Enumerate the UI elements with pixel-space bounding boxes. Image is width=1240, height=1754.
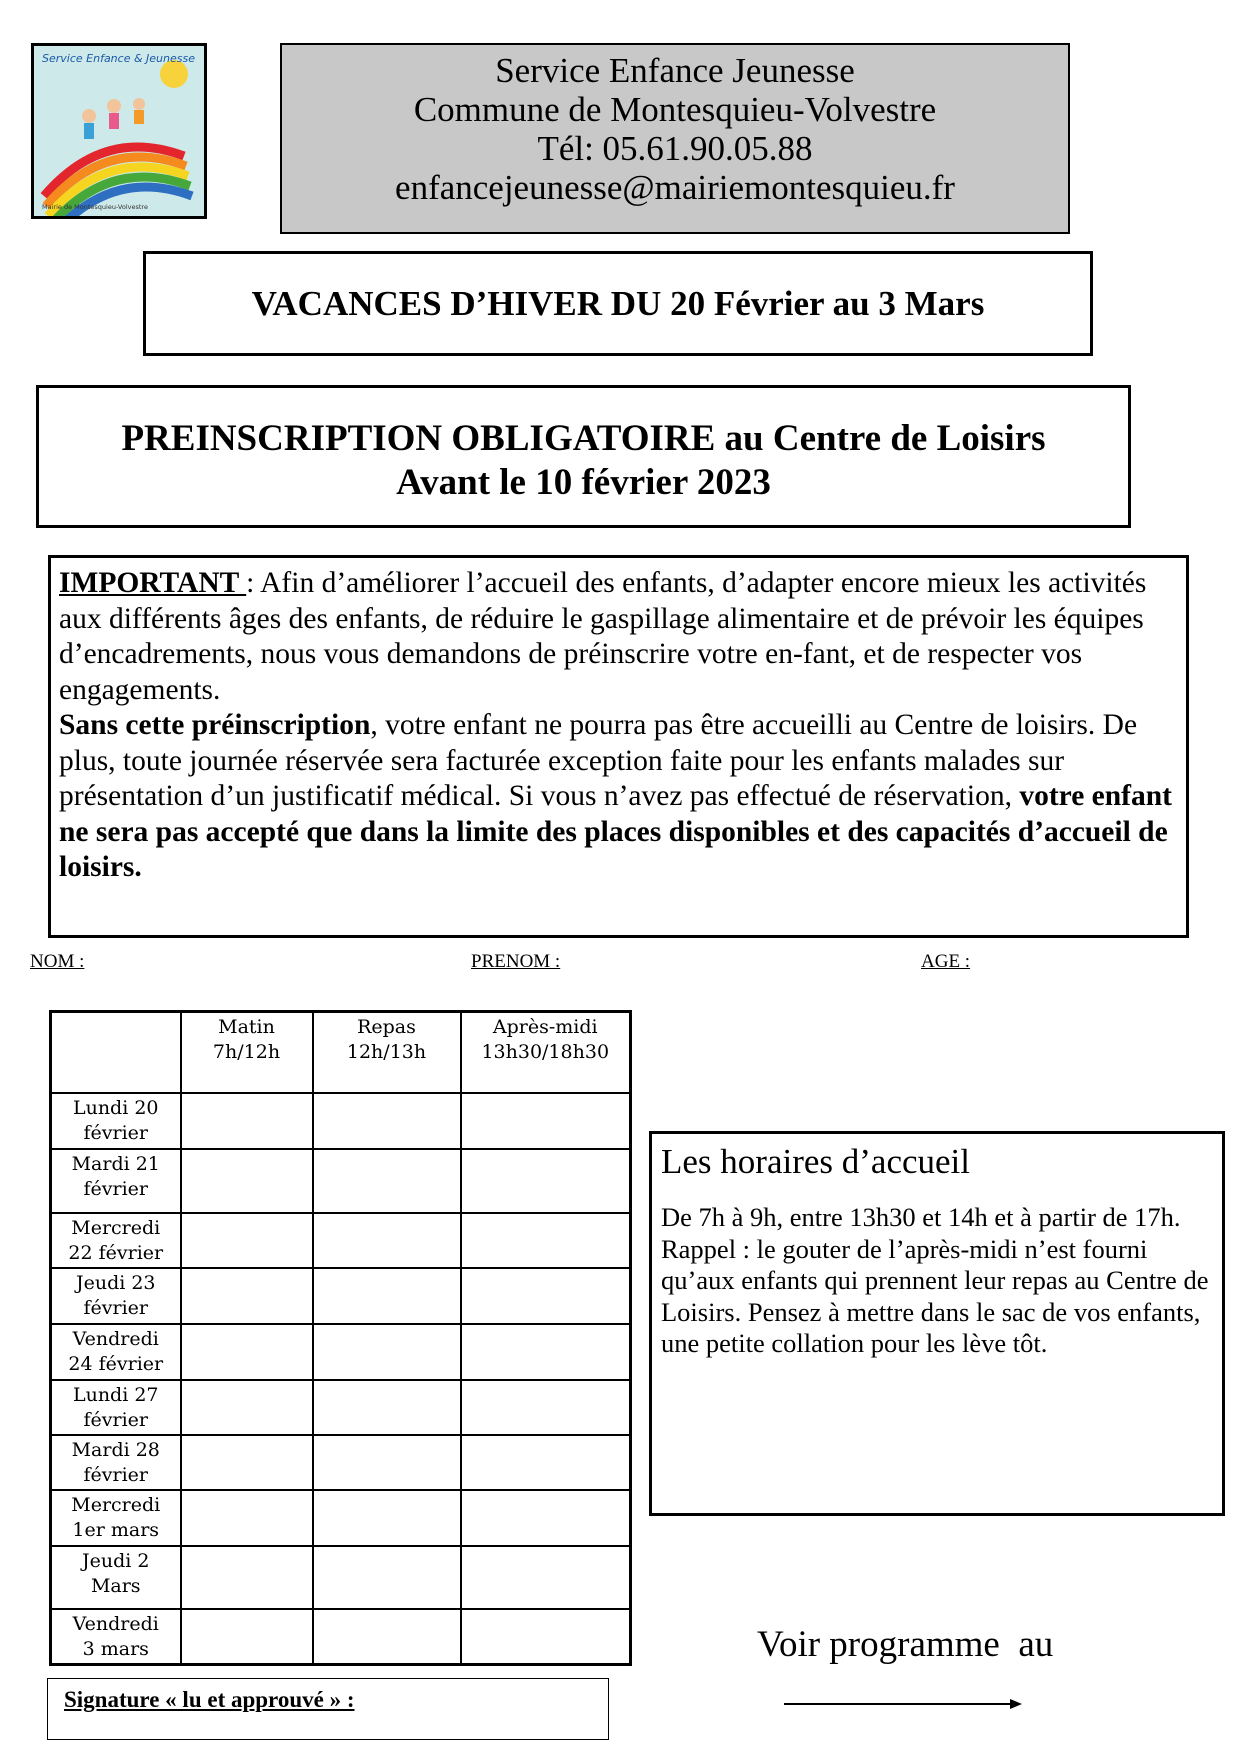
table-row xyxy=(51,1149,631,1213)
opening-hours-reminder: Rappel : le gouter de l’après-midi n’est fourni qu’aux enfants qui prennent leur repas au Centre de Loisirs. Pensez à mettre dans le sac de vos enfants, une petite collation pour les lève tôt. xyxy=(661,1233,1209,1358)
email-address: enfancejeunesse@mairiemontesquieu.fr xyxy=(395,168,955,207)
opening-hours-title: Les horaires d’accueil xyxy=(661,1142,971,1181)
repas-checkbox-cell[interactable] xyxy=(313,1324,461,1380)
child-icon xyxy=(82,109,96,123)
header-empty-cell xyxy=(51,1012,181,1094)
table-row xyxy=(51,1268,631,1324)
apres-midi-checkbox-cell[interactable] xyxy=(461,1093,631,1149)
phone-number: Tél: 05.61.90.05.88 xyxy=(537,129,813,168)
important-text-1: Afin d’améliorer l’accueil des enfants, d’adapter encore mieux les activités aux différents âges des enfants, de réduire le gaspillage alimentaire et de prévoir les équipes d’encadrements, nous vous demandons de préinscrire votre en-fant, et de respecter vos engagements. xyxy=(59,567,1147,706)
day-cell: Vendredi 3 mars xyxy=(51,1609,181,1664)
repas-checkbox-cell[interactable] xyxy=(313,1268,461,1324)
matin-checkbox-cell[interactable] xyxy=(181,1324,313,1380)
child-icon xyxy=(133,98,145,110)
day-cell: Mercredi 1er mars xyxy=(51,1490,181,1546)
contact-header xyxy=(280,43,1070,234)
matin-checkbox-cell[interactable] xyxy=(181,1093,313,1149)
vacation-title: VACANCES D’HIVER DU 20 Février au 3 Mars xyxy=(251,283,985,323)
table-row xyxy=(51,1093,631,1149)
service-name: Service Enfance Jeunesse xyxy=(495,51,855,90)
signature-label: Signature « lu et approuvé » : xyxy=(64,1687,355,1712)
important-label: IMPORTANT xyxy=(59,567,247,599)
day-cell: Lundi 20 février xyxy=(51,1093,181,1149)
day-cell: Mercredi 22 février xyxy=(51,1213,181,1268)
important-notice xyxy=(48,555,1189,938)
table-row xyxy=(51,1213,631,1268)
table-row xyxy=(51,1490,631,1546)
repas-checkbox-cell[interactable] xyxy=(313,1435,461,1490)
day-cell: Jeudi 2 Mars xyxy=(51,1546,181,1609)
repas-checkbox-cell[interactable] xyxy=(313,1546,461,1609)
logo-caption: Mairie de Montesquieu-Volvestre xyxy=(42,203,148,211)
apres-midi-checkbox-cell[interactable] xyxy=(461,1609,631,1664)
table-row xyxy=(51,1324,631,1380)
arrow-right-icon xyxy=(784,1697,1024,1711)
column-header-repas: Repas 12h/13h xyxy=(313,1012,461,1094)
preinscription-banner xyxy=(36,385,1131,528)
apres-midi-checkbox-cell[interactable] xyxy=(461,1490,631,1546)
column-header-apres-midi: Après-midi 13h30/18h30 xyxy=(461,1012,631,1094)
logo-title: Service Enfance & Jeunesse xyxy=(42,52,195,65)
repas-checkbox-cell[interactable] xyxy=(313,1213,461,1268)
repas-checkbox-cell[interactable] xyxy=(313,1149,461,1213)
important-paragraph-2 xyxy=(59,708,1178,886)
day-cell: Mardi 28 février xyxy=(51,1435,181,1490)
schedule-table xyxy=(49,1010,632,1666)
matin-checkbox-cell[interactable] xyxy=(181,1609,313,1664)
matin-checkbox-cell[interactable] xyxy=(181,1490,313,1546)
apres-midi-checkbox-cell[interactable] xyxy=(461,1380,631,1435)
child-icon xyxy=(107,99,121,113)
opening-hours-box xyxy=(649,1131,1225,1516)
table-row xyxy=(51,1380,631,1435)
prenom-label: PRENOM : xyxy=(471,951,561,972)
important-bold-2: votre enfant ne sera pas accepté que dans la limite des places disponibles et des capacités d’accueil de loisirs. xyxy=(59,780,1172,883)
important-bold-1: Sans cette préinscription xyxy=(59,709,371,741)
important-text-2: , votre enfant ne pourra pas être accueilli au Centre de loisirs. De plus, toute journée réservée sera facturée exception faite pour les enfants malades sur présentation d’un justificatif médical. Si vous n’avez pas effectué de réservation, xyxy=(59,709,1138,812)
programme-link-text: Voir programme au xyxy=(757,1624,1054,1665)
table-row xyxy=(51,1609,631,1664)
important-paragraph-1 xyxy=(59,566,1178,708)
preinscription-deadline: Avant le 10 février 2023 xyxy=(396,462,771,503)
important-separator: : xyxy=(246,567,261,599)
repas-checkbox-cell[interactable] xyxy=(313,1380,461,1435)
day-cell: Lundi 27 février xyxy=(51,1380,181,1435)
matin-checkbox-cell[interactable] xyxy=(181,1213,313,1268)
rainbow-logo-illustration xyxy=(34,46,204,216)
apres-midi-checkbox-cell[interactable] xyxy=(461,1324,631,1380)
nom-label: NOM : xyxy=(30,951,85,972)
column-header-matin: Matin 7h/12h xyxy=(181,1012,313,1094)
signature-box[interactable] xyxy=(47,1678,609,1740)
table-header-row xyxy=(51,1012,631,1094)
commune-name: Commune de Montesquieu-Volvestre xyxy=(413,90,937,129)
matin-checkbox-cell[interactable] xyxy=(181,1546,313,1609)
apres-midi-checkbox-cell[interactable] xyxy=(461,1149,631,1213)
logo xyxy=(31,43,207,219)
apres-midi-checkbox-cell[interactable] xyxy=(461,1435,631,1490)
day-cell: Vendredi 24 février xyxy=(51,1324,181,1380)
apres-midi-checkbox-cell[interactable] xyxy=(461,1213,631,1268)
table-row xyxy=(51,1435,631,1490)
preinscription-title: PREINSCRIPTION OBLIGATOIRE au Centre de Loisirs xyxy=(121,418,1046,459)
table-row xyxy=(51,1546,631,1609)
age-label: AGE : xyxy=(921,951,971,972)
repas-checkbox-cell[interactable] xyxy=(313,1490,461,1546)
matin-checkbox-cell[interactable] xyxy=(181,1268,313,1324)
matin-checkbox-cell[interactable] xyxy=(181,1149,313,1213)
day-cell: Mardi 21 février xyxy=(51,1149,181,1213)
matin-checkbox-cell[interactable] xyxy=(181,1380,313,1435)
matin-checkbox-cell[interactable] xyxy=(181,1435,313,1490)
apres-midi-checkbox-cell[interactable] xyxy=(461,1546,631,1609)
repas-checkbox-cell[interactable] xyxy=(313,1093,461,1149)
opening-hours-times: De 7h à 9h, entre 13h30 et 14h et à partir de 17h. xyxy=(661,1202,1181,1232)
apres-midi-checkbox-cell[interactable] xyxy=(461,1268,631,1324)
repas-checkbox-cell[interactable] xyxy=(313,1609,461,1664)
vacation-banner xyxy=(143,251,1093,356)
day-cell: Jeudi 23 février xyxy=(51,1268,181,1324)
